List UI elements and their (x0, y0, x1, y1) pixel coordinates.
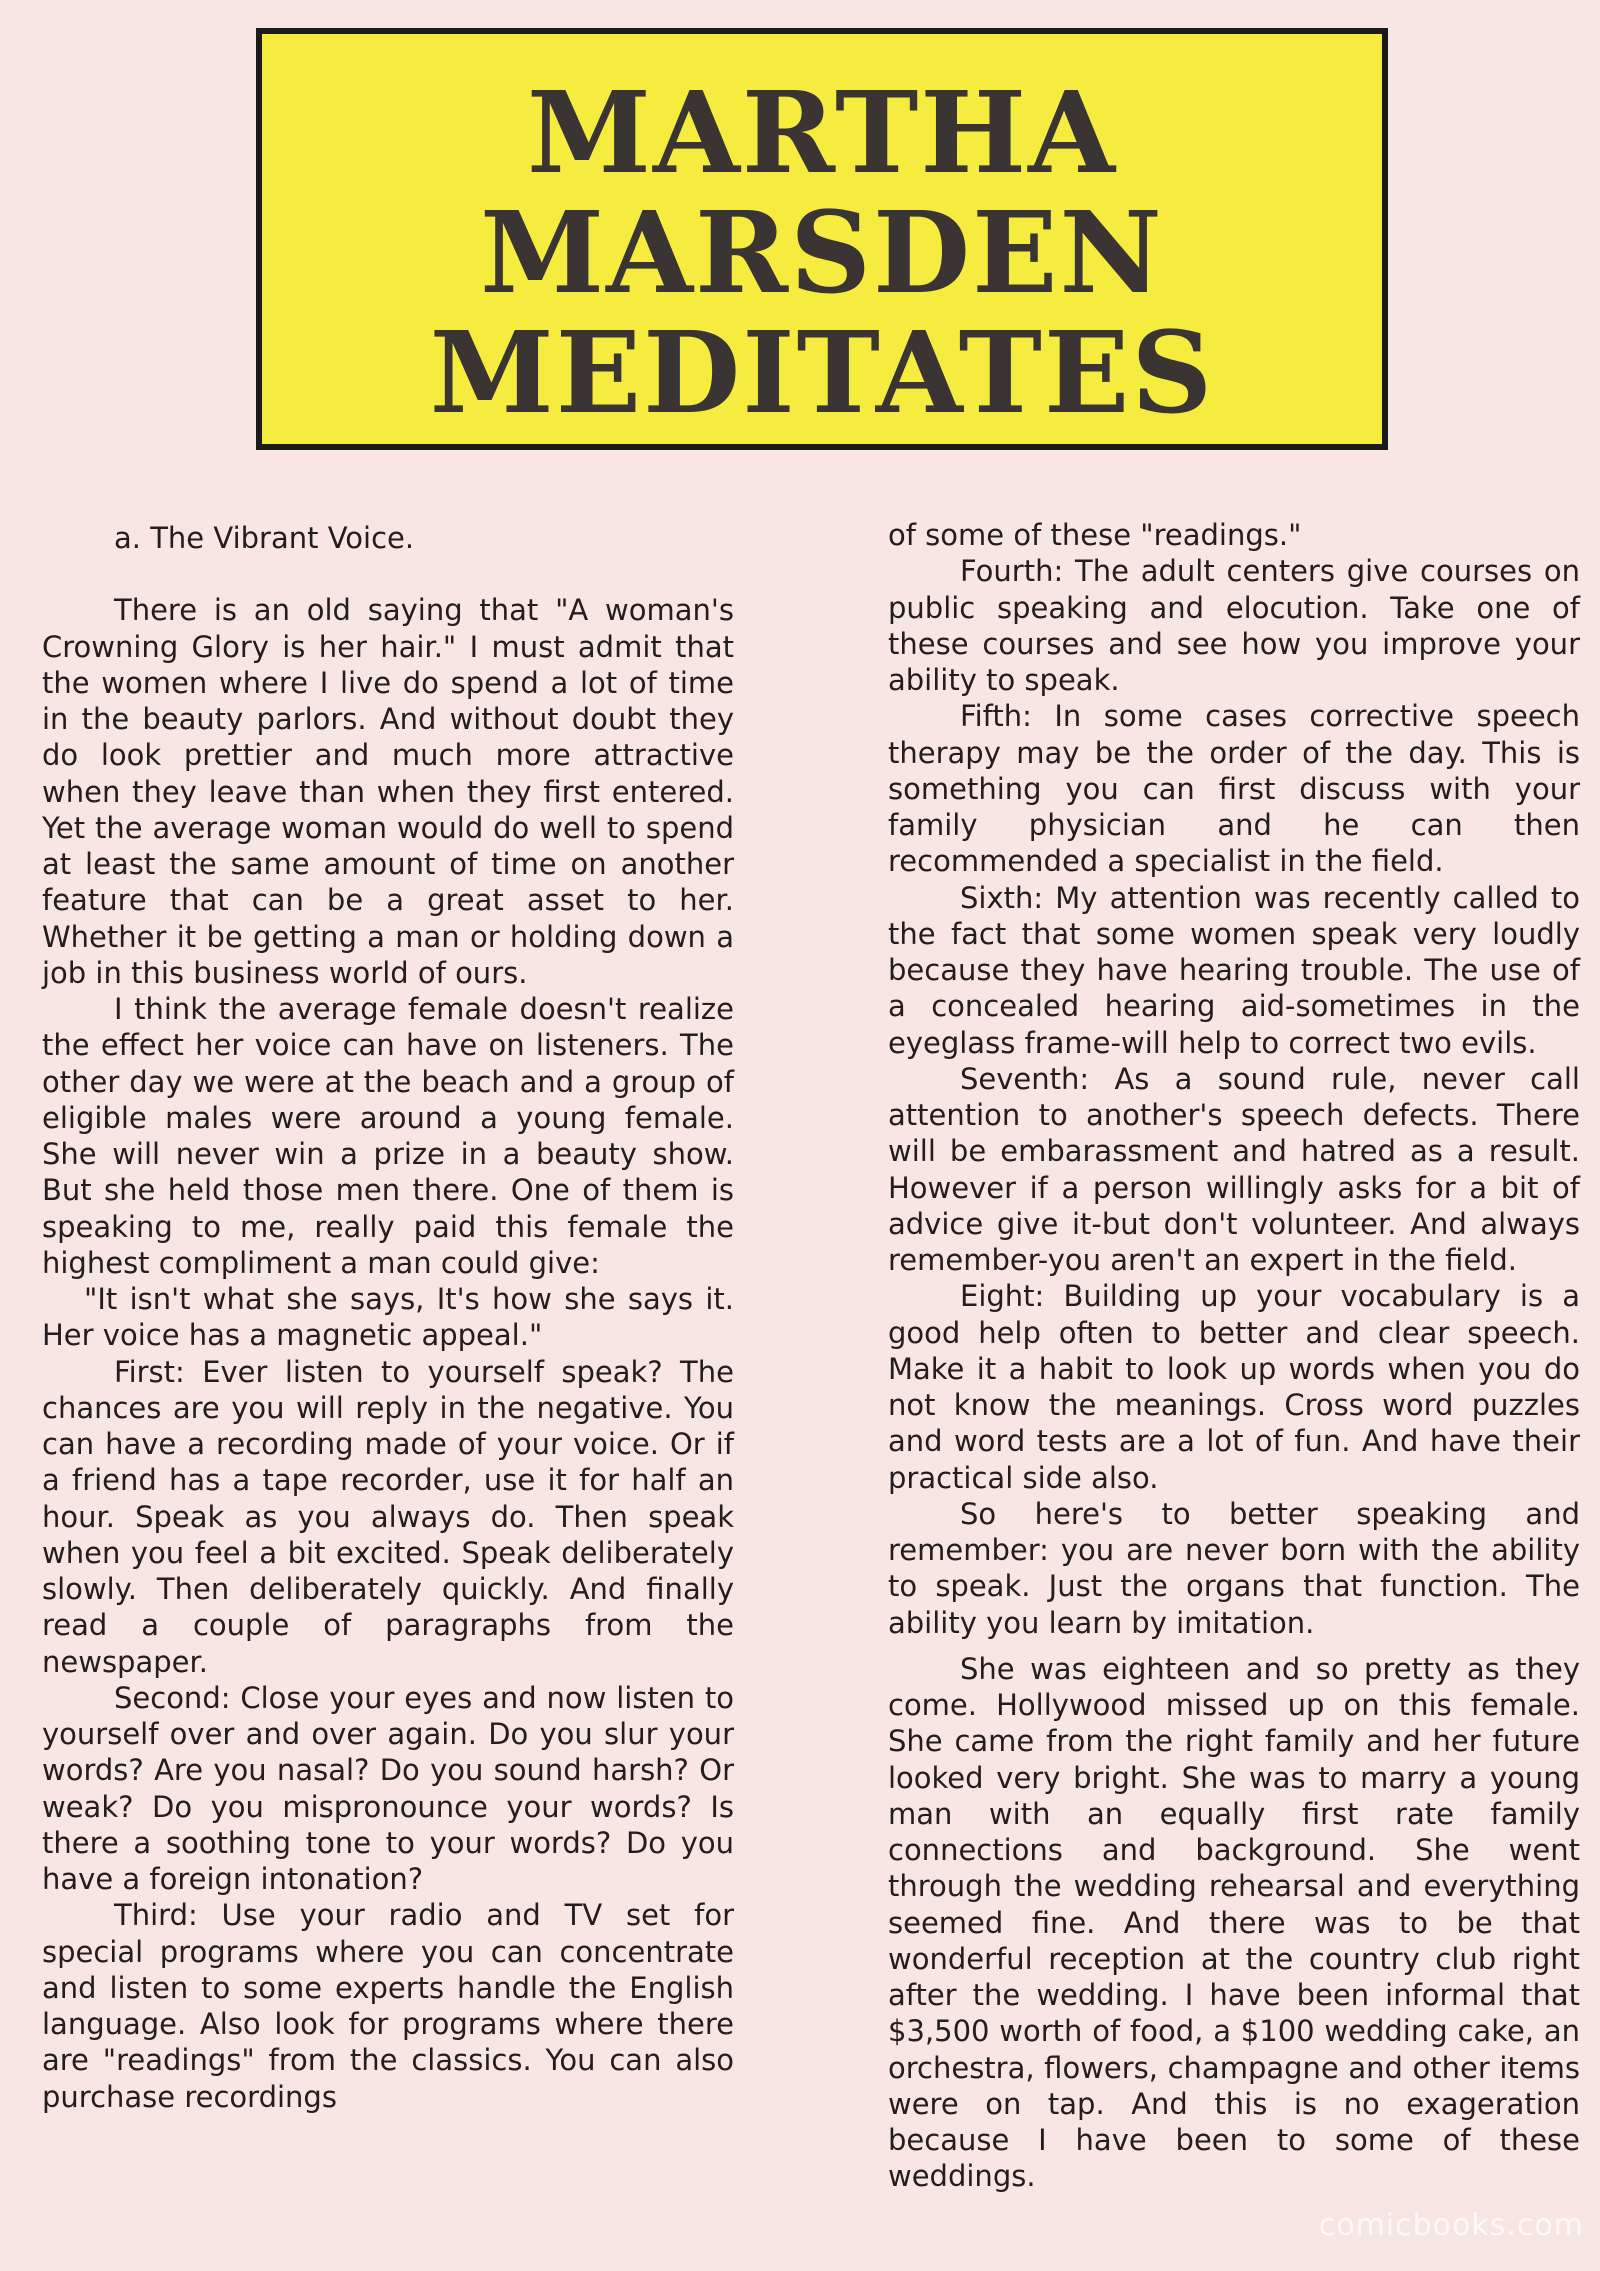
paragraph: Third: Use your radio and TV set for special programs where you can concentrate and listen to some experts handle the English language. Also look for programs where there are "readings" from the classics. You can also purchase recordings (42, 1898, 734, 2114)
paragraph: of some of these "readings." (888, 518, 1302, 552)
title-line-1: MARTHA (526, 68, 1118, 199)
paragraph: I think the average female doesn't realize the effect her voice can have on listeners. The other day we were at the beach and a group of eligible males were around a young female. She will never win a prize in a beauty show. But she held those men there. One of them is speaking to me, really paid this female the highest compliment a man could give: (42, 992, 734, 1280)
paragraph: Seventh: As a sound rule, never call attention to another's speech defects. There will be embarassment and hatred as a result. However if a person willingly asks for a bit of advice give it-but don't volunteer. And always remember-you aren't an expert in the field. (888, 1061, 1580, 1277)
paragraph: Eight: Building up your vocabulary is a good help often to better and clear speech. Make it a habit to look up words when you do not know the meanings. Cross word puzzles and word tests are a lot of fun. And have their practical side also. (888, 1279, 1580, 1495)
paragraph: Sixth: My attention was recently called to the fact that some women speak very loudly because they have hearing trouble. The use of a concealed hearing aid-sometimes in the eyeglass frame-will help to correct two evils. (888, 880, 1580, 1060)
paragraph: She was eighteen and so pretty as they come. Hollywood missed up on this female. She came from the right family and her future looked very bright. She was to marry a young man with an equally first rate family connections and background. She went through the wedding rehearsal and everything seemed fine. And there was to be that wonderful reception at the country club right after the wedding. I have been informal that $3,500 worth of food, a $100 wedding cake, an orchestra, flowers, champagne and other items were on tap. And this is no exageration because I have been to some of these weddings. (888, 1651, 1580, 2194)
title-banner (256, 28, 1388, 450)
quote-paragraph: "It isn't what she says, It's how she says it. Her voice has a magnetic appeal." (42, 1282, 734, 1353)
paragraph: So here's to better speaking and remember: you are never born with the ability to speak. Just the organs that function. The ability you learn by imitation. (888, 1496, 1580, 1640)
left-column (42, 520, 734, 2115)
title-line-3: MEDITATES (429, 308, 1215, 439)
watermark: comicbooks.com (1318, 2208, 1584, 2243)
paragraph: Second: Close your eyes and now listen to yourself over and over again. Do you slur your words? Are you nasal? Do you sound harsh? Or weak? Do you mispronounce your words? Is there a soothing tone to your words? Do you have a foreign intonation? (42, 1680, 734, 1896)
paragraph: There is an old saying that "A woman's Crowning Glory is her hair." I must admit that the women where I live do spend a lot of time in the beauty parlors. And without doubt they do look prettier and much more attractive when they leave than when they first entered. Yet the average woman would do well to spend at least the same amount of time on another feature that can be a great asset to her. Whether it be getting a man or holding down a job in this business world of ours. (42, 593, 734, 990)
paragraph: First: Ever listen to yourself speak? The chances are you will reply in the negative. You can have a recording made of your voice. Or if a friend has a tape recorder, use it for half an hour. Speak as you always do. Then speak when you feel a bit excited. Speak deliberately slowly. Then deliberately quickly. And finally read a couple of paragraphs from the newspaper. (42, 1354, 734, 1679)
title-line-2: MARSDEN (480, 188, 1164, 319)
paragraph: Fifth: In some cases corrective speech therapy may be the order of the day. This is something you can first discuss with your family physician and he can then recommended a specialist in the field. (888, 699, 1580, 879)
right-column (888, 517, 1580, 2195)
paragraph: Fourth: The adult centers give courses on public speaking and elocution. Take one of these courses and see how you improve your ability to speak. (888, 554, 1580, 697)
section-heading: a. The Vibrant Voice. (114, 521, 415, 555)
